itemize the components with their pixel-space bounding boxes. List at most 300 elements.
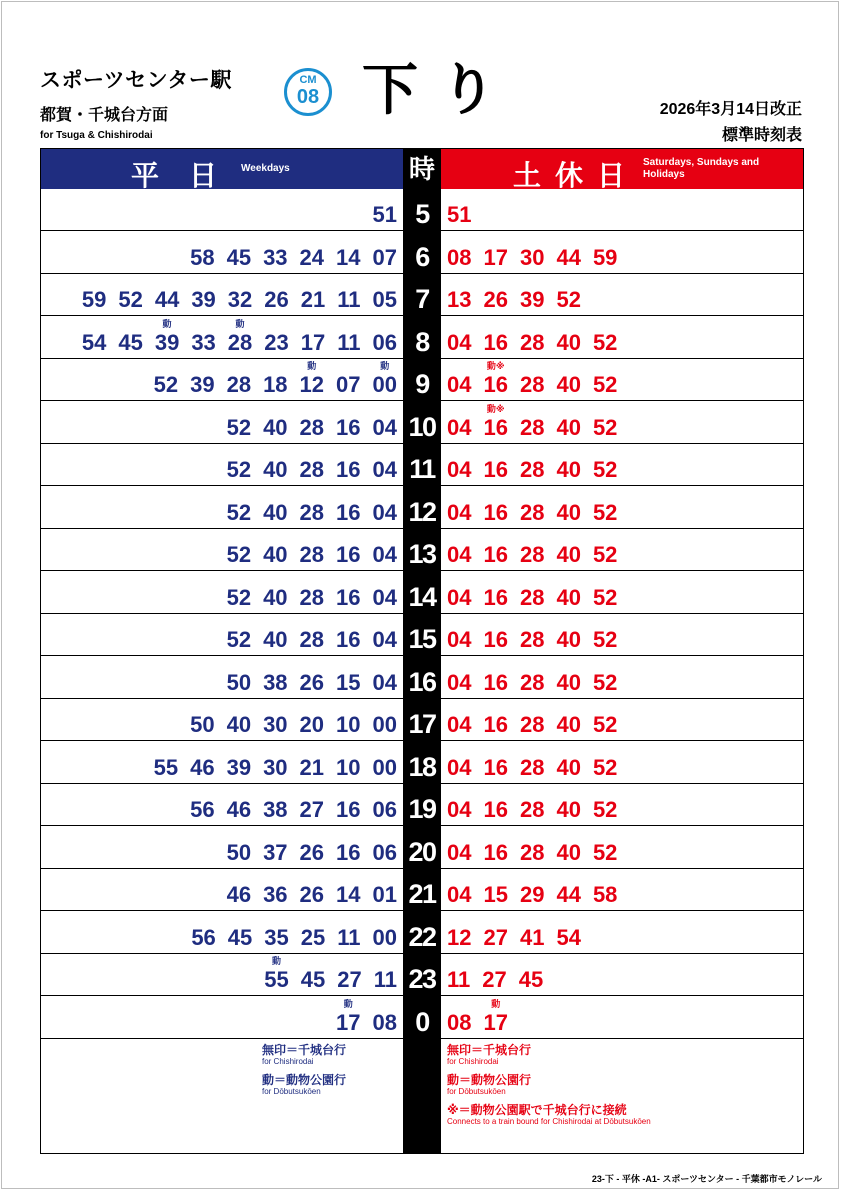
weekday-minutes xyxy=(178,797,397,823)
departure-minute xyxy=(373,457,397,483)
weekday-minutes xyxy=(179,925,397,951)
departure-minute xyxy=(155,287,179,313)
hour-header: 時 xyxy=(403,149,441,189)
timetable-row xyxy=(41,869,803,911)
hour-label: 19 xyxy=(408,794,436,824)
minute-value: 04 xyxy=(447,669,472,695)
timetable-row xyxy=(41,912,803,954)
holiday-minutes xyxy=(447,361,629,398)
minute-value: 52 xyxy=(592,542,618,567)
departure-minute xyxy=(154,372,178,398)
minute-value: 52 xyxy=(153,372,179,397)
departure-minute xyxy=(336,585,360,611)
timetable-row xyxy=(41,232,803,274)
minute-value: 07 xyxy=(336,372,361,397)
minute-value: 04 xyxy=(447,627,472,652)
minute-value: 33 xyxy=(191,329,216,355)
minute-value: 06 xyxy=(372,839,397,865)
minute-value: 28 xyxy=(519,372,545,397)
minute-value: 10 xyxy=(336,754,361,780)
departure-minute xyxy=(483,403,508,441)
hour-label: 15 xyxy=(408,624,436,654)
departure-minute xyxy=(556,797,580,823)
departure-minute xyxy=(556,840,580,866)
legend-item-en: for Chishirodai xyxy=(262,1057,314,1066)
hour-label: 13 xyxy=(408,539,436,569)
minute-value: 16 xyxy=(483,754,508,780)
timetable-row xyxy=(41,572,803,614)
minute-value: 16 xyxy=(483,627,508,652)
minute-value: 40 xyxy=(556,542,581,567)
minute-value: 40 xyxy=(556,797,581,822)
departure-minute xyxy=(263,882,287,908)
minute-value: 58 xyxy=(592,882,618,907)
departure-minute xyxy=(483,457,507,483)
minute-value: 14 xyxy=(336,882,361,907)
departure-minute xyxy=(336,797,360,823)
departure-minute xyxy=(300,797,324,823)
minute-value: 15 xyxy=(483,882,508,907)
departure-minute xyxy=(593,797,617,823)
departure-minute xyxy=(483,712,507,738)
minute-value: 16 xyxy=(336,457,361,482)
minute-value: 44 xyxy=(556,244,581,270)
hour-label: 23 xyxy=(408,964,436,994)
minute-value: 39 xyxy=(191,287,216,312)
minute-value: 16 xyxy=(336,542,361,567)
timetable-row xyxy=(41,359,803,401)
departure-minute xyxy=(373,245,397,271)
minute-value: 30 xyxy=(519,244,545,270)
departure-minute xyxy=(336,755,360,781)
holiday-minutes xyxy=(447,670,629,696)
departure-minute xyxy=(300,245,324,271)
minute-value: 14 xyxy=(336,244,361,270)
minute-value: 51 xyxy=(372,202,397,227)
timetable-row xyxy=(41,402,803,444)
destination-mark: 動※ xyxy=(486,403,505,414)
minute-value: 28 xyxy=(227,329,253,355)
minute-value: 44 xyxy=(154,287,180,312)
timetable-row xyxy=(41,954,803,996)
departure-minute xyxy=(336,542,360,568)
minute-value: 40 xyxy=(556,584,581,610)
weekday-minutes xyxy=(252,956,397,993)
timetable-row xyxy=(41,274,803,316)
departure-minute xyxy=(556,627,580,653)
minute-value: 40 xyxy=(556,712,581,737)
minute-value: 50 xyxy=(226,669,252,695)
departure-minute xyxy=(118,330,142,356)
minute-value: 40 xyxy=(556,414,581,440)
minute-value: 52 xyxy=(226,414,252,440)
departure-minute xyxy=(373,287,397,313)
weekday-minutes xyxy=(70,287,397,313)
departure-minute xyxy=(191,287,215,313)
minute-value: 07 xyxy=(372,244,397,270)
departure-minute xyxy=(520,372,544,398)
weekday-minutes xyxy=(142,755,397,781)
hour-label: 14 xyxy=(408,581,436,612)
departure-minute xyxy=(373,670,397,696)
departure-minute xyxy=(264,330,288,356)
departure-minute xyxy=(191,925,215,951)
minute-value: 52 xyxy=(592,754,618,780)
departure-minute xyxy=(556,415,580,441)
minute-value: 04 xyxy=(447,754,472,780)
minute-value: 39 xyxy=(154,329,180,355)
departure-minute xyxy=(227,500,251,526)
legend-weekdays xyxy=(262,1043,346,1103)
holiday-minutes xyxy=(447,585,629,611)
holiday-minutes xyxy=(447,287,593,313)
minute-value: 29 xyxy=(519,882,545,907)
minute-value: 16 xyxy=(483,499,508,525)
revision-date: 2026年3月14日改正 xyxy=(659,101,802,118)
minute-value: 20 xyxy=(299,712,325,737)
departure-minute xyxy=(593,372,617,398)
minute-value: 52 xyxy=(226,457,252,482)
minute-value: 40 xyxy=(556,754,581,780)
legend-item-en: for Dōbutsukōen xyxy=(262,1087,321,1096)
weekday-minutes xyxy=(215,415,397,441)
departure-minute xyxy=(447,585,471,611)
departure-minute xyxy=(482,967,506,993)
departure-minute xyxy=(447,670,471,696)
weekdays-header xyxy=(41,149,403,189)
minute-value: 52 xyxy=(118,287,143,312)
minute-value: 04 xyxy=(372,542,397,567)
departure-minute xyxy=(520,882,544,908)
weekday-minutes xyxy=(324,998,397,1036)
departure-minute xyxy=(337,967,361,993)
departure-minute xyxy=(301,925,325,951)
departure-minute xyxy=(483,882,507,908)
holiday-minutes xyxy=(447,840,629,866)
departure-minute xyxy=(300,585,324,611)
departure-minute xyxy=(190,245,214,271)
minute-value: 56 xyxy=(191,924,216,950)
departure-minute xyxy=(228,925,252,951)
minute-value: 04 xyxy=(447,882,472,907)
departure-minute xyxy=(336,372,360,398)
bound-title: 下り xyxy=(362,58,518,121)
legend-item: 無印＝千城台行 xyxy=(262,1043,347,1057)
departure-minute xyxy=(520,925,544,951)
minute-value: 52 xyxy=(592,797,618,822)
minute-value: 06 xyxy=(372,329,397,355)
minute-value: 27 xyxy=(299,797,325,822)
departure-minute xyxy=(227,670,251,696)
hour-label: 20 xyxy=(408,836,436,867)
hour-label: 10 xyxy=(408,411,436,442)
departure-minute xyxy=(263,585,287,611)
departure-minute xyxy=(301,967,325,993)
departure-minute xyxy=(447,755,471,781)
departure-minute xyxy=(556,457,580,483)
holiday-minutes xyxy=(447,542,629,568)
departure-minute xyxy=(373,840,397,866)
departure-minute xyxy=(593,882,617,908)
minute-value: 40 xyxy=(556,669,581,695)
departure-minute xyxy=(447,967,470,993)
departure-minute xyxy=(520,330,544,356)
departure-minute xyxy=(447,330,471,356)
minute-value: 16 xyxy=(483,457,508,482)
departure-minute xyxy=(228,287,252,313)
minute-value: 45 xyxy=(518,967,544,992)
minute-value: 35 xyxy=(264,924,289,950)
minute-value: 40 xyxy=(556,499,581,525)
departure-minute xyxy=(263,457,287,483)
departure-minute xyxy=(556,670,580,696)
destination-mark: 動 xyxy=(272,956,282,966)
departure-minute xyxy=(263,245,287,271)
minute-value: 17 xyxy=(483,244,508,270)
departure-minute xyxy=(593,670,617,696)
minute-value: 16 xyxy=(483,414,508,440)
departure-minute xyxy=(556,287,580,313)
departure-minute xyxy=(447,372,471,398)
departure-minute xyxy=(336,415,360,441)
departure-minute xyxy=(301,330,325,356)
departure-minute xyxy=(118,287,142,313)
departure-minute xyxy=(300,882,324,908)
departure-minute xyxy=(373,882,397,908)
departure-minute xyxy=(447,287,471,313)
departure-minute xyxy=(556,712,580,738)
minute-value: 52 xyxy=(592,372,618,397)
destination-mark: 動 xyxy=(162,318,172,329)
departure-minute xyxy=(227,457,251,483)
minute-value: 40 xyxy=(556,627,581,652)
hour-label: 21 xyxy=(408,879,436,909)
minute-value: 55 xyxy=(264,967,289,992)
departure-minute xyxy=(154,318,180,356)
weekday-minutes xyxy=(215,585,397,611)
departure-minute xyxy=(263,840,287,866)
hour-label: 0 xyxy=(415,1006,429,1037)
minute-value: 16 xyxy=(483,797,508,822)
minute-value: 41 xyxy=(519,924,545,950)
minute-value: 17 xyxy=(336,1009,361,1035)
departure-minute xyxy=(263,372,287,398)
minute-value: 40 xyxy=(556,372,581,397)
minute-value: 52 xyxy=(592,499,618,525)
departure-minute xyxy=(264,956,289,993)
departure-minute xyxy=(593,627,617,653)
minute-value: 45 xyxy=(118,329,143,355)
minute-value: 23 xyxy=(264,329,289,355)
minute-value: 59 xyxy=(81,287,107,312)
departure-minute xyxy=(483,755,507,781)
departure-minute xyxy=(374,967,397,993)
minute-value: 58 xyxy=(190,244,215,270)
holiday-minutes xyxy=(447,245,629,271)
departure-minute xyxy=(190,372,214,398)
departure-minute xyxy=(336,882,360,908)
minute-value: 28 xyxy=(519,329,545,355)
hour-label: 6 xyxy=(415,241,429,272)
hour-label: 12 xyxy=(408,496,436,527)
minute-value: 04 xyxy=(447,839,472,865)
departure-minute xyxy=(447,542,471,568)
departure-minute xyxy=(593,457,617,483)
departure-minute xyxy=(447,627,471,653)
timetable-row xyxy=(41,742,803,784)
minute-value: 38 xyxy=(263,669,288,695)
minute-value: 52 xyxy=(592,584,618,610)
minute-value: 01 xyxy=(372,882,397,907)
minute-value: 51 xyxy=(447,202,472,227)
minute-value: 21 xyxy=(299,754,325,780)
weekday-minutes xyxy=(142,361,397,398)
departure-minute xyxy=(191,330,215,356)
departure-minute xyxy=(263,670,287,696)
hour-label: 7 xyxy=(415,284,429,314)
departure-minute xyxy=(520,245,544,271)
departure-minute xyxy=(300,415,324,441)
station-number-badge xyxy=(284,68,332,116)
minute-value: 16 xyxy=(336,627,361,652)
direction-ja: 都賀・千城台方面 xyxy=(40,107,169,124)
station-number: 08 xyxy=(296,86,320,108)
minute-value: 04 xyxy=(447,329,472,355)
departure-minute xyxy=(82,287,106,313)
weekday-minutes xyxy=(215,542,397,568)
minute-value: 52 xyxy=(592,839,618,865)
departure-minute xyxy=(301,287,325,313)
departure-minute xyxy=(483,627,507,653)
weekday-minutes xyxy=(215,670,397,696)
minute-value: 54 xyxy=(556,924,581,950)
departure-minute xyxy=(520,457,544,483)
departure-minute xyxy=(483,287,507,313)
holiday-minutes xyxy=(447,712,629,738)
minute-value: 52 xyxy=(226,584,252,610)
minute-value: 16 xyxy=(483,372,508,397)
line-code: CM xyxy=(299,74,317,86)
departure-minute xyxy=(336,712,360,738)
minute-value: 10 xyxy=(336,712,361,737)
minute-value: 18 xyxy=(263,372,288,397)
minute-value: 12 xyxy=(447,924,472,950)
minute-value: 04 xyxy=(447,712,472,737)
departure-minute xyxy=(373,627,397,653)
weekday-minutes xyxy=(178,712,397,738)
minute-value: 11 xyxy=(337,924,361,950)
departure-minute xyxy=(593,585,617,611)
minute-value: 05 xyxy=(372,287,397,312)
minute-value: 16 xyxy=(483,542,508,567)
departure-minute xyxy=(300,500,324,526)
minute-value: 28 xyxy=(519,797,545,822)
minute-value: 46 xyxy=(226,882,252,907)
departure-minute xyxy=(556,542,580,568)
minute-value: 52 xyxy=(226,627,252,652)
minute-value: 46 xyxy=(190,754,215,780)
minute-value: 39 xyxy=(226,754,252,780)
minute-value: 40 xyxy=(263,457,288,482)
station-name: スポーツセンター駅 xyxy=(40,69,232,92)
departure-minute xyxy=(520,755,544,781)
minute-value: 06 xyxy=(372,797,397,822)
departure-minute xyxy=(556,372,580,398)
timetable-row xyxy=(41,317,803,359)
minute-value: 52 xyxy=(592,329,618,355)
minute-value: 36 xyxy=(263,882,288,907)
departure-minute xyxy=(373,925,397,951)
minute-value: 27 xyxy=(482,967,507,992)
departure-minute xyxy=(483,797,507,823)
departure-minute xyxy=(299,361,325,398)
timetable-row xyxy=(41,444,803,486)
departure-minute xyxy=(447,1010,471,1036)
minute-value: 28 xyxy=(299,627,325,652)
destination-mark: 動 xyxy=(343,998,353,1009)
minute-value: 21 xyxy=(300,287,326,312)
departure-minute xyxy=(556,882,580,908)
departure-minute xyxy=(227,542,251,568)
departure-minute xyxy=(520,415,544,441)
hour-label: 11 xyxy=(409,454,435,484)
minute-value: 04 xyxy=(372,584,397,610)
departure-minute xyxy=(483,542,507,568)
minute-value: 52 xyxy=(226,499,252,525)
minute-value: 26 xyxy=(299,882,325,907)
departure-minute xyxy=(447,202,471,228)
minute-value: 59 xyxy=(592,244,618,270)
minute-value: 30 xyxy=(263,712,288,737)
minute-value: 44 xyxy=(556,882,581,907)
departure-minute xyxy=(337,287,360,313)
minute-value: 28 xyxy=(299,414,325,440)
minute-value: 52 xyxy=(592,669,618,695)
minute-value: 45 xyxy=(226,244,252,270)
departure-minute xyxy=(483,361,508,398)
hour-label: 18 xyxy=(408,751,436,782)
departure-minute xyxy=(447,797,471,823)
departure-minute xyxy=(593,330,617,356)
timetable-row xyxy=(41,657,803,699)
minute-value: 00 xyxy=(372,924,397,950)
departure-minute xyxy=(520,627,544,653)
minute-value: 30 xyxy=(263,754,288,780)
minute-value: 55 xyxy=(153,754,179,780)
departure-minute xyxy=(483,330,507,356)
minute-value: 40 xyxy=(263,499,288,525)
departure-minute xyxy=(264,287,288,313)
departure-minute xyxy=(447,882,471,908)
minute-value: 04 xyxy=(372,669,397,695)
departure-minute xyxy=(190,712,214,738)
weekday-minutes xyxy=(361,202,397,228)
departure-minute xyxy=(447,457,471,483)
minute-value: 54 xyxy=(81,329,107,355)
hour-label: 17 xyxy=(408,709,436,739)
minute-value: 24 xyxy=(299,244,325,270)
hour-label: 22 xyxy=(408,921,436,952)
departure-minute xyxy=(336,840,360,866)
timetable-row xyxy=(41,699,803,741)
departure-minute xyxy=(227,318,253,356)
weekdays-label: 平日 xyxy=(131,160,248,191)
departure-minute xyxy=(593,245,617,271)
departure-minute xyxy=(227,882,251,908)
minute-value: 45 xyxy=(227,924,253,950)
minute-value: 46 xyxy=(226,797,252,822)
departure-minute xyxy=(227,797,251,823)
